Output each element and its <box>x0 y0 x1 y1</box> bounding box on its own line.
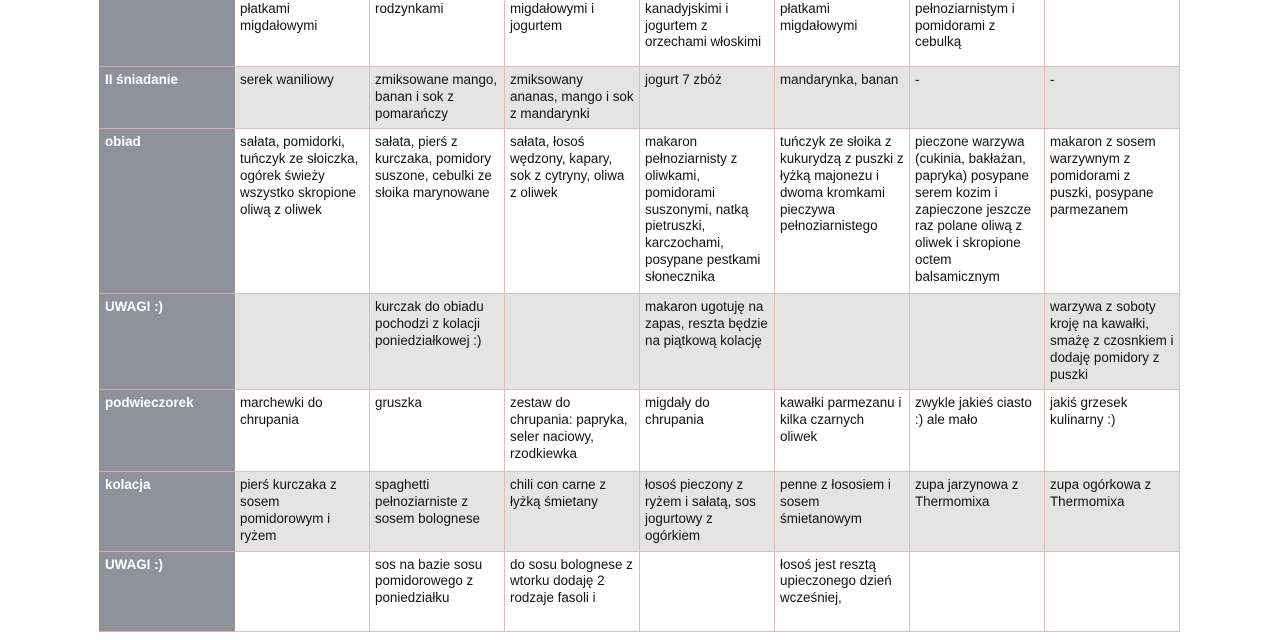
table-row <box>100 472 1180 551</box>
table-cell: kurczak do obiadu pochodzi z kolacji poniedziałkowej :) <box>370 294 505 390</box>
table-cell: tuńczyk ze słoika z kukurydzą z puszki z łyżką majonezu i dwoma kromkami pieczywa pełnoziarnistego <box>775 129 910 294</box>
table-cell: makaron ugotuję na zapas, reszta będzie na piątkową kolację <box>640 294 775 390</box>
table-cell: makaron pełnoziarnisty z oliwkami, pomidorami suszonymi, natką pietruszki, karczochami, posypane pestkami słonecznika <box>640 129 775 294</box>
table-row <box>100 67 1180 129</box>
table-cell <box>775 294 910 390</box>
table-cell <box>505 294 640 390</box>
table-row <box>100 390 1180 472</box>
table-cell: pełnoziarnistym i pomidorami z cebulką <box>910 0 1045 67</box>
table-row <box>100 0 1180 67</box>
table-cell <box>910 551 1045 631</box>
table-cell: kanadyjskimi i jogurtem z orzechami włoskimi <box>640 0 775 67</box>
table-cell: zmiksowane mango, banan i sok z pomarańczy <box>370 67 505 129</box>
table-cell <box>1045 551 1180 631</box>
table-cell: płatkami migdałowymi <box>775 0 910 67</box>
table-cell <box>235 294 370 390</box>
table-cell: sos na bazie sosu pomidorowego z poniedziałku <box>370 551 505 631</box>
table-cell: sałata, pomidorki, tuńczyk ze słoiczka, ogórek świeży wszystko skropione oliwą z oliwek <box>235 129 370 294</box>
table-cell <box>910 294 1045 390</box>
table-cell: zestaw do chrupania: papryka, seler naciowy, rzodkiewka <box>505 390 640 472</box>
table-row <box>100 294 1180 390</box>
row-header <box>100 0 235 67</box>
table-cell: spaghetti pełnoziarniste z sosem bolognese <box>370 472 505 551</box>
table-cell: jogurt 7 zbóż <box>640 67 775 129</box>
table-cell: pieczone warzywa (cukinia, bakłażan, papryka) posypane serem kozim i zapieczone jeszcze raz polane oliwą z oliwek i skropione octem balsamicznym <box>910 129 1045 294</box>
row-header: podwieczorek <box>100 390 235 472</box>
table-cell: - <box>910 67 1045 129</box>
table-cell: pierś kurczaka z sosem pomidorowym i ryżem <box>235 472 370 551</box>
table-cell: migdałowymi i jogurtem <box>505 0 640 67</box>
table-cell: do sosu bolognese z wtorku dodaję 2 rodzaje fasoli i <box>505 551 640 631</box>
table-cell: gruszka <box>370 390 505 472</box>
table-cell: sałata, łosoś wędzony, kapary, sok z cytryny, oliwa z oliwek <box>505 129 640 294</box>
table-cell: kawałki parmezanu i kilka czarnych oliwek <box>775 390 910 472</box>
table-cell: - <box>1045 67 1180 129</box>
table-cell <box>1045 0 1180 67</box>
row-header: UWAGI :) <box>100 551 235 631</box>
table-cell: łosoś pieczony z ryżem i sałatą, sos jogurtowy z ogórkiem <box>640 472 775 551</box>
table-cell: marchewki do chrupania <box>235 390 370 472</box>
table-cell: jakiś grzesek kulinarny :) <box>1045 390 1180 472</box>
table-cell: migdały do chrupania <box>640 390 775 472</box>
table-cell: makaron z sosem warzywnym z pomidorami z puszki, posypane parmezanem <box>1045 129 1180 294</box>
table-cell: sałata, pierś z kurczaka, pomidory suszone, cebulki ze słoika marynowane <box>370 129 505 294</box>
table-cell: chili con carne z łyżką śmietany <box>505 472 640 551</box>
table-cell: rodzynkami <box>370 0 505 67</box>
table-cell: mandarynka, banan <box>775 67 910 129</box>
row-header: UWAGI :) <box>100 294 235 390</box>
meal-plan-table <box>99 0 1180 632</box>
table-cell: zupa ogórkowa z Thermomixa <box>1045 472 1180 551</box>
table-cell: zwykle jakieś ciasto :) ale mało <box>910 390 1045 472</box>
table-cell <box>235 551 370 631</box>
table-row <box>100 551 1180 631</box>
row-header: obiad <box>100 129 235 294</box>
table-cell: płatkami migdałowymi <box>235 0 370 67</box>
table-cell: penne z łososiem i sosem śmietanowym <box>775 472 910 551</box>
table-row <box>100 129 1180 294</box>
table-cell: łosoś jest resztą upieczonego dzień wcześniej, <box>775 551 910 631</box>
row-header: II śniadanie <box>100 67 235 129</box>
table-cell: zupa jarzynowa z Thermomixa <box>910 472 1045 551</box>
table-cell: zmiksowany ananas, mango i sok z mandarynki <box>505 67 640 129</box>
row-header: kolacja <box>100 472 235 551</box>
table-cell <box>640 551 775 631</box>
table-cell: serek waniliowy <box>235 67 370 129</box>
table-cell: warzywa z soboty kroję na kawałki, smażę z czosnkiem i dodaję pomidory z puszki <box>1045 294 1180 390</box>
